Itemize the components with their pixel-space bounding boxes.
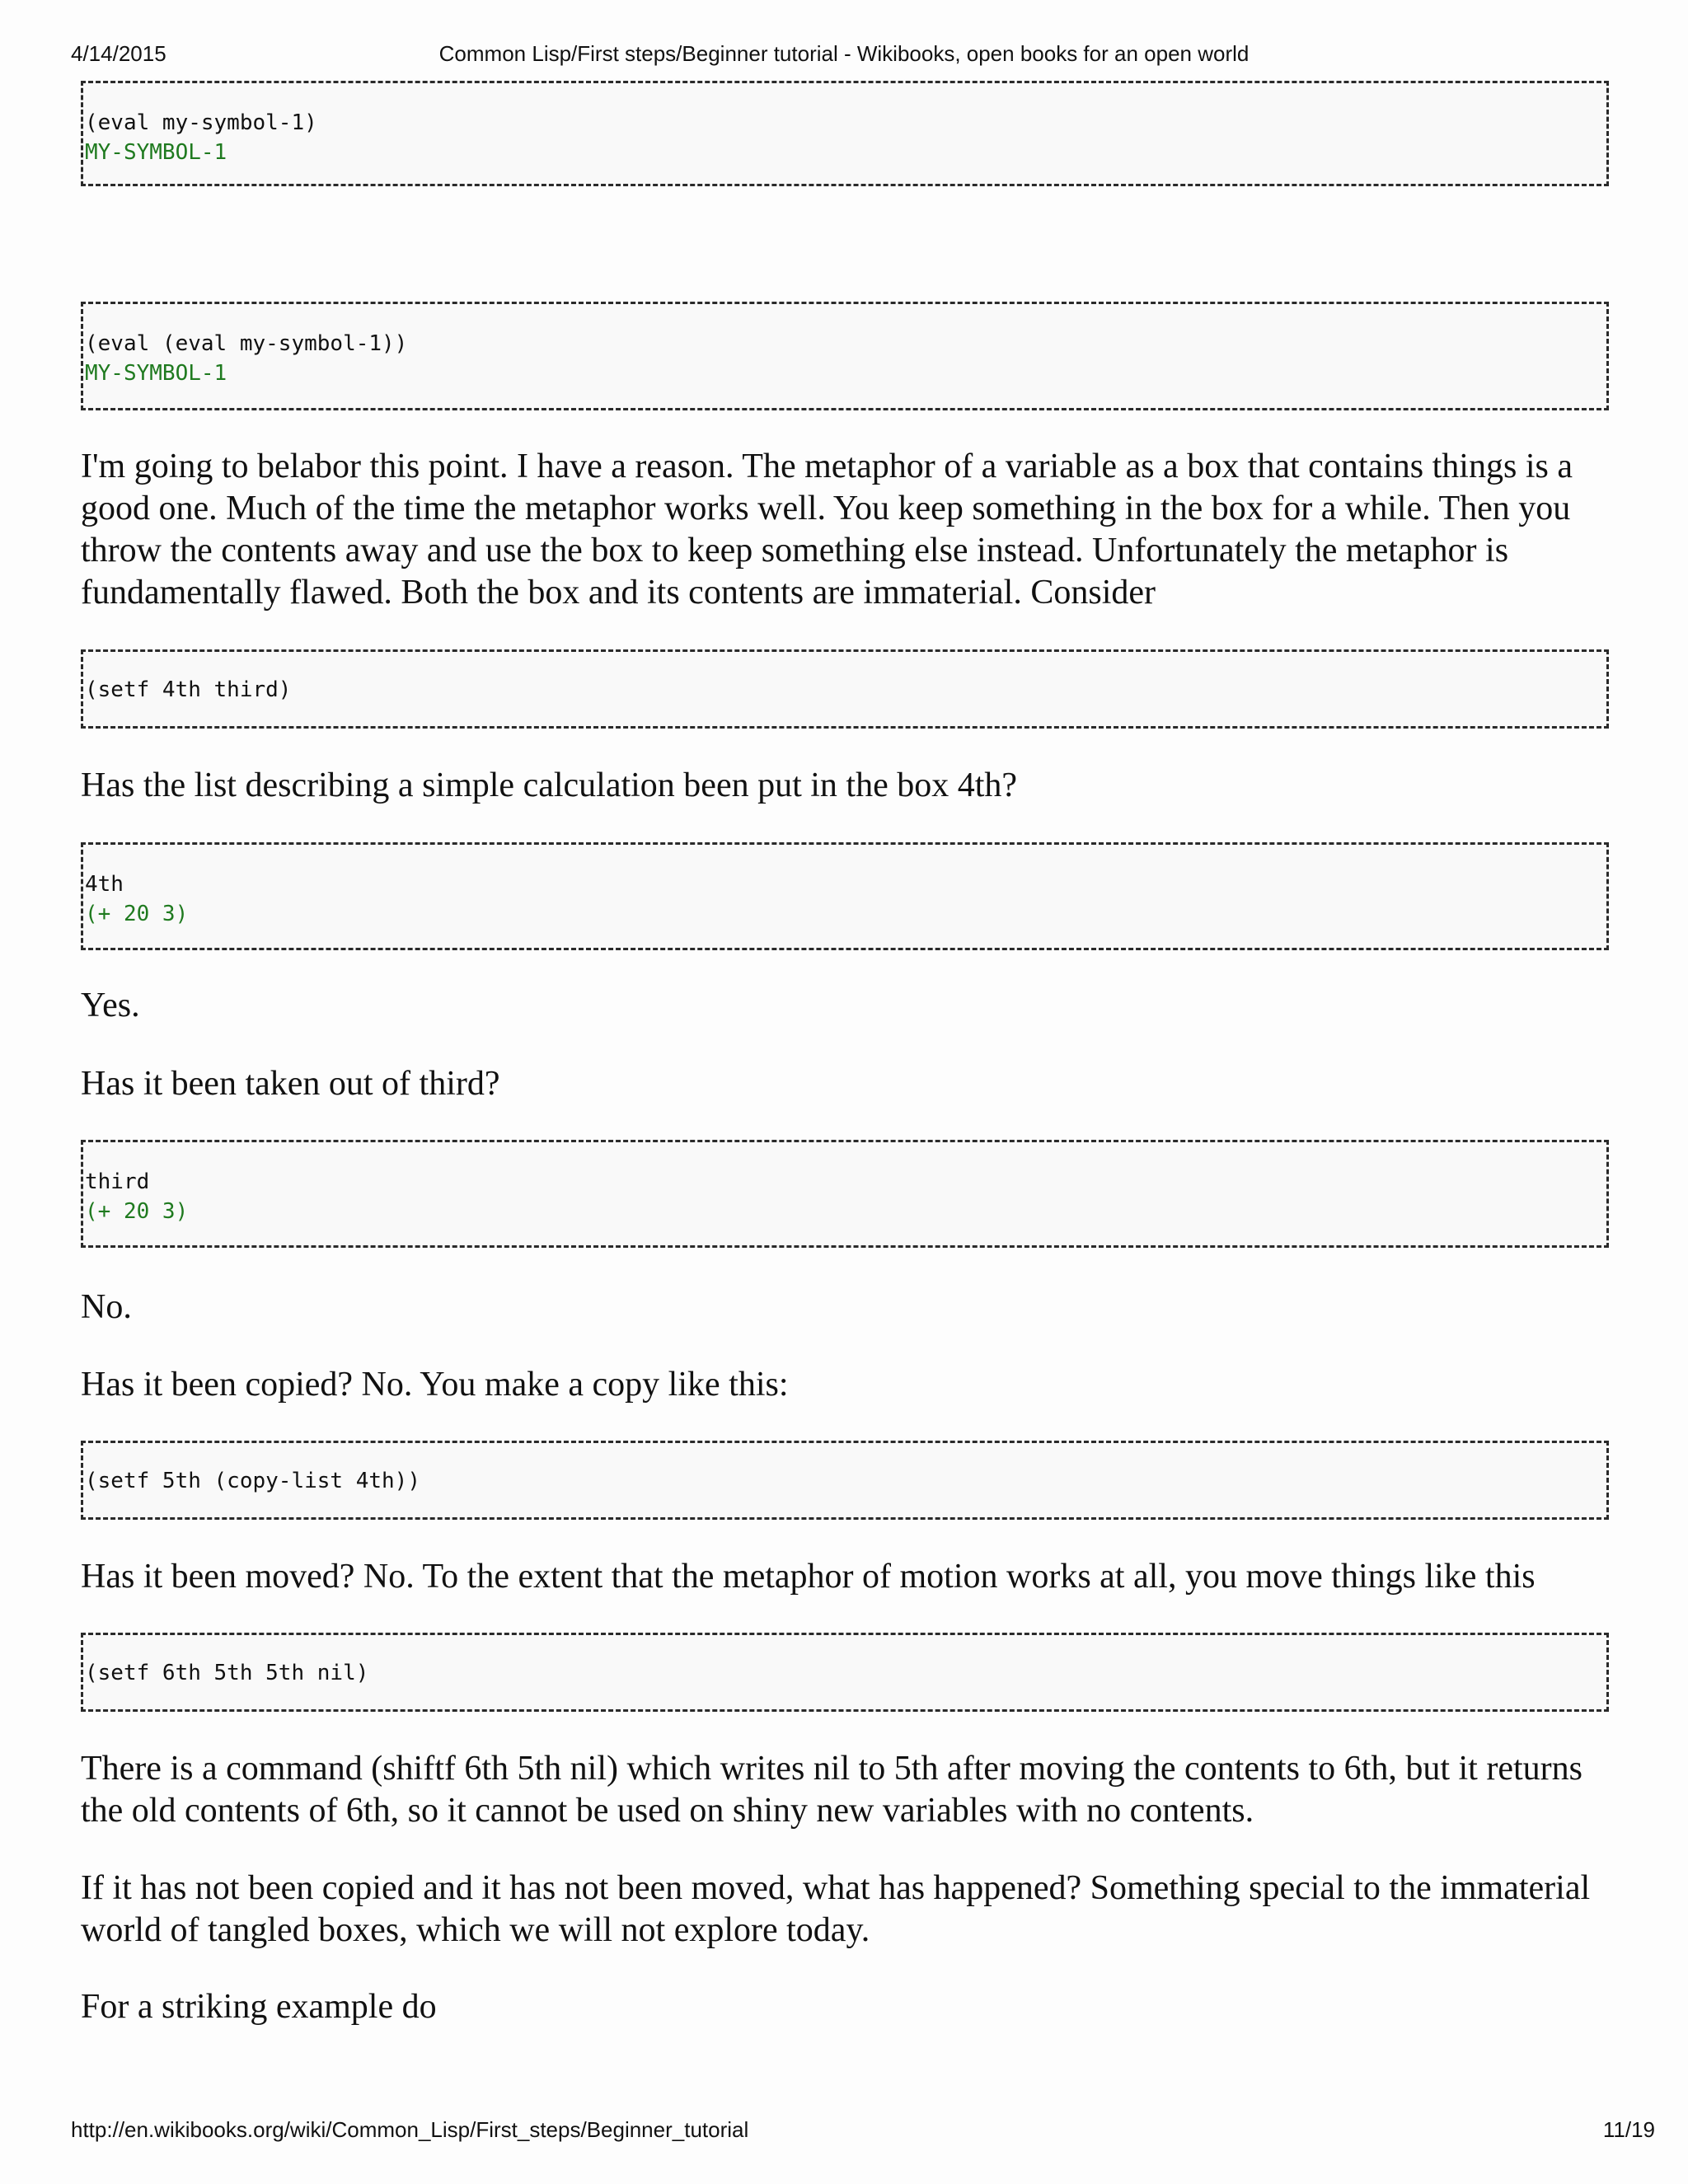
code-block-third — [81, 1140, 1609, 1248]
paragraph-copied: Has it been copied? No. You make a copy like this: — [81, 1366, 789, 1404]
code-block-eval — [81, 81, 1609, 186]
paragraph-shiftf: There is a command (shiftf 6th 5th nil) which writes nil to 5th after moving the contents to 6th, but it returns the old contents of 6th, so it cannot be used on shiny new variables with no contents. — [81, 1750, 1582, 1830]
code-input: (setf 4th third) — [85, 677, 292, 702]
code-block-4th — [81, 842, 1609, 950]
code-block-eval-eval — [81, 302, 1609, 410]
code-block-copy-list — [81, 1441, 1609, 1520]
code-block-setf-6th — [81, 1633, 1609, 1712]
code-input: (eval my-symbol-1) — [85, 110, 317, 135]
code-input: (setf 5th (copy-list 4th)) — [85, 1469, 420, 1493]
print-page-number: 11/19 — [1602, 2117, 1655, 2142]
paragraph-no: No. — [81, 1288, 132, 1326]
code-input: (setf 6th 5th 5th nil) — [85, 1661, 369, 1685]
print-page-title: Common Lisp/First steps/Beginner tutorial - Wikibooks, open books for an open world — [438, 41, 1250, 66]
paragraph-box-metaphor: I'm going to belabor this point. I have a reason. The metaphor of a variable as a box that contains things is a good one. Much of the time the metaphor works well. You keep something in the box for a while. Then you throw the contents away and use the box to keep something else instead. Unfortunately the metaphor is fundamentally flawed. Both the box and its contents are immaterial. Consider — [81, 448, 1573, 612]
code-input: third — [85, 1169, 150, 1194]
paragraph-tangled-boxes: If it has not been copied and it has not been moved, what has happened? Something special to the immaterial world of tangled boxes, which we will not explore today. — [81, 1869, 1591, 1949]
print-url: http://en.wikibooks.org/wiki/Common_Lisp/First_steps/Beginner_tutorial — [71, 2117, 749, 2142]
code-input: (eval (eval my-symbol-1)) — [85, 331, 408, 356]
code-output: MY-SYMBOL-1 — [85, 140, 227, 165]
paragraph-yes: Yes. — [81, 987, 140, 1024]
code-output: MY-SYMBOL-1 — [85, 361, 227, 386]
paragraph-question-third: Has it been taken out of third? — [81, 1065, 500, 1103]
code-input: 4th — [85, 872, 124, 897]
code-output: (+ 20 3) — [85, 902, 189, 926]
print-date: 4/14/2015 — [71, 41, 166, 66]
paragraph-moved: Has it been moved? No. To the extent that the metaphor of motion works at all, you move things like this — [81, 1558, 1536, 1596]
paragraph-question-4th: Has the list describing a simple calculation been put in the box 4th? — [81, 766, 1018, 804]
paragraph-striking-example: For a striking example do — [81, 1988, 437, 2026]
code-output: (+ 20 3) — [85, 1199, 189, 1224]
code-block-setf-4th — [81, 649, 1609, 729]
